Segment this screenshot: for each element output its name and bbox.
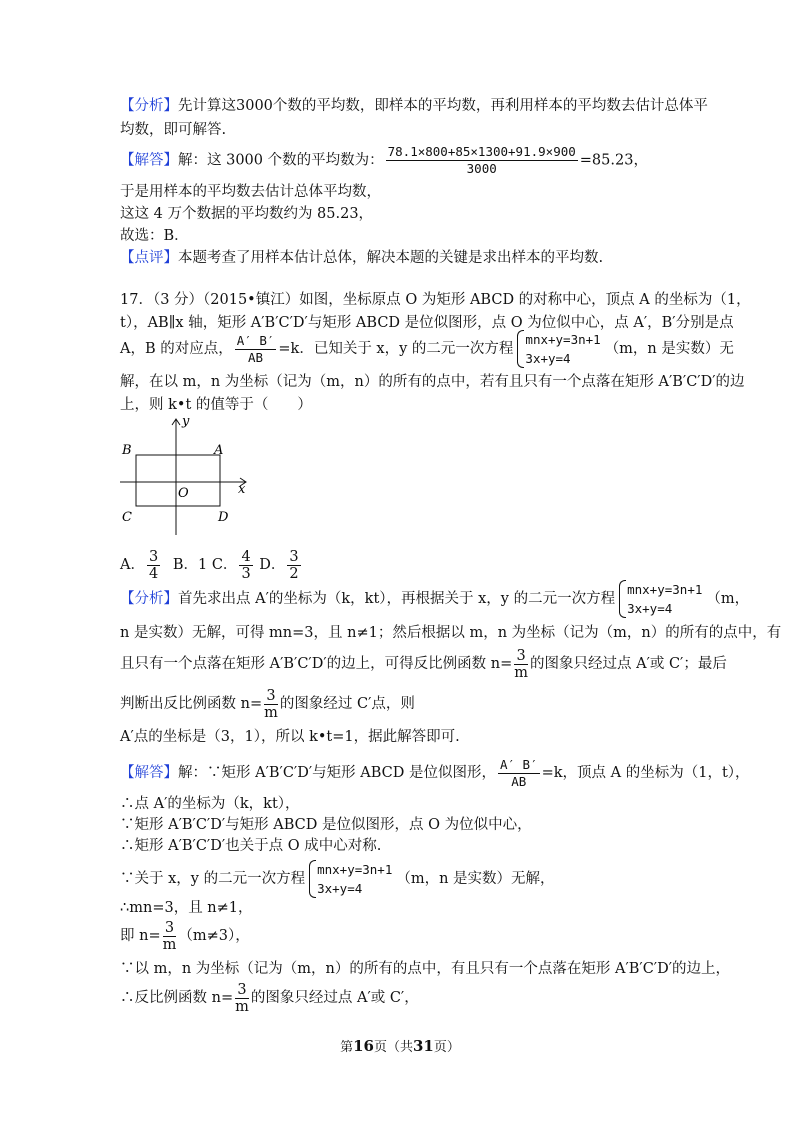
solution-tag-2: 【解答】 [120, 765, 178, 781]
page-footer: 第16页（共31页） [340, 1037, 460, 1055]
equation-system: mnx+y=3n+1 3x+y=4 [517, 330, 600, 368]
comment1: 【点评】本题考查了用样本估计总体，解决本题的关键是求出样本的平均数. [120, 250, 604, 266]
solution1-line1: 【解答】解：这 3000 个数的平均数为： $\frac{78.1\times 800+85\times 1300+91.9\times 900}{3000}$ =85.23， [120, 144, 648, 176]
solution2-line8: ∵以 m，n 为坐标（记为（m，n）的所有的点中，有且只有一个点落在矩形 A′B′C′D′的边上， [120, 961, 731, 977]
equation-system-3: mnx+y=3n+1 3x+y=4 [309, 860, 392, 898]
analysis2-line4: 判断出反比例函数 n= $\frac{3}{m}$ 的图象经过 C′点，则 [120, 687, 415, 721]
problem17-line2: t），AB∥x 轴，矩形 A′B′C′D′与矩形 ABCD 是位似图形，点 O 为位似中心，点 A′，B′分别是点 [120, 315, 734, 331]
solution2-line9: ∴反比例函数 n= $\frac{3}{m}$ 的图象只经过点 A′或 C′， [120, 981, 419, 1015]
analysis2-line1: 【分析】首先求出点 A′的坐标为（k，kt），再根据关于 x，y 的二元一次方程 mnx+y=3n+1 3x+y=4 （m， [120, 582, 750, 616]
analysis2-line5: A′点的坐标是（3，1），所以 k•t=1，据此解答即可. [120, 729, 460, 745]
analysis2-line2: n 是实数）无解，可得 mn=3，且 n≠1；然后根据以 m，n 为坐标（记为（m，n）的所有的点中，有 [120, 625, 782, 641]
similarity-ratio-fraction: $\frac{A' B'}{AB}$ [236, 332, 275, 365]
problem17-line4: 解，在以 m，n 为坐标（记为（m，n）的所有的点中，若有且只有一个点落在矩形 A′B′C′D′的边 [120, 374, 745, 390]
solution-tag: 【解答】 [120, 152, 178, 169]
solution1-line3: 这这 4 万个数据的平均数约为 85.23， [120, 206, 374, 222]
comment-tag: 【点评】 [120, 250, 178, 266]
solution1-line4: 故选：B． [120, 228, 189, 244]
option-d: D． $\frac{3}{2}$ [259, 548, 299, 582]
solution2-line5: ∵关于 x，y 的二元一次方程 mnx+y=3n+1 3x+y=4 （m，n 是实数）无解， [120, 862, 555, 896]
solution2-line3: ∵矩形 A′B′C′D′与矩形 ABCD 是位似图形，点 O 为位似中心， [120, 817, 532, 833]
label-b: B [122, 443, 132, 458]
analysis-tag-2: 【分析】 [120, 591, 178, 607]
label-a: A [214, 443, 224, 458]
solution1-line2: 于是用样本的平均数去估计总体平均数， [120, 184, 381, 200]
label-d: D [218, 510, 229, 525]
option-b: B．1 [172, 557, 208, 573]
analysis1-line1: 【分析】先计算这3000个数的平均数，即样本的平均数，再利用样本的平均数去估计总体平 [120, 98, 708, 114]
option-a: A． $\frac{3}{4}$ [120, 548, 159, 582]
solution2-line2: ∴点 A′的坐标为（k，kt）， [120, 796, 300, 812]
page-total: 31 [413, 1037, 434, 1055]
mean-fraction: $\frac{78.1\times 800+85\times 1300+91.9\times 900}{3000}$ [387, 144, 576, 176]
problem17-line3: A，B 的对应点， $\frac{A' B'}{AB}$ =k．已知关于 x，y 的二元一次方程 mnx+y=3n+1 3x+y=4 （m，n 是实数）无 [120, 332, 734, 366]
problem17-line5: 上，则 k•t 的值等于（ ） [120, 397, 312, 413]
solution2-line6: ∴mn=3，且 n≠1， [120, 900, 253, 916]
option-c: C． $\frac{4}{3}$ [211, 548, 251, 582]
equation-system-2: mnx+y=3n+1 3x+y=4 [619, 580, 702, 618]
label-c: C [122, 510, 132, 525]
label-x: x [238, 482, 246, 497]
coordinate-figure [116, 413, 256, 538]
page-number: 16 [353, 1037, 374, 1055]
analysis2-line3: 且只有一个点落在矩形 A′B′C′D′的边上，可得反比例函数 n= $\frac{3}{m}$ 的图象只经过点 A′或 C′；最后 [120, 647, 727, 681]
solution2-line7: 即 n= $\frac{3}{m}$ （m≠3）， [120, 919, 250, 953]
analysis1-line2: 均数，即可解答. [120, 122, 227, 138]
solution2-line4: ∴矩形 A′B′C′D′也关于点 O 成中心对称. [120, 838, 382, 854]
analysis-tag: 【分析】 [120, 98, 178, 114]
problem17-line1: 17．（3 分）（2015•镇江）如图，坐标原点 O 为矩形 ABCD 的对称中心，顶点 A 的坐标为（1， [120, 292, 751, 308]
label-o: O [178, 486, 189, 501]
label-y: y [182, 414, 190, 429]
solution2-line1: 【解答】解：∵矩形 A′B′C′D′与矩形 ABCD 是位似图形， $\frac{A' B'}{AB}$ =k，顶点 A 的坐标为（1，t）， [120, 756, 750, 789]
